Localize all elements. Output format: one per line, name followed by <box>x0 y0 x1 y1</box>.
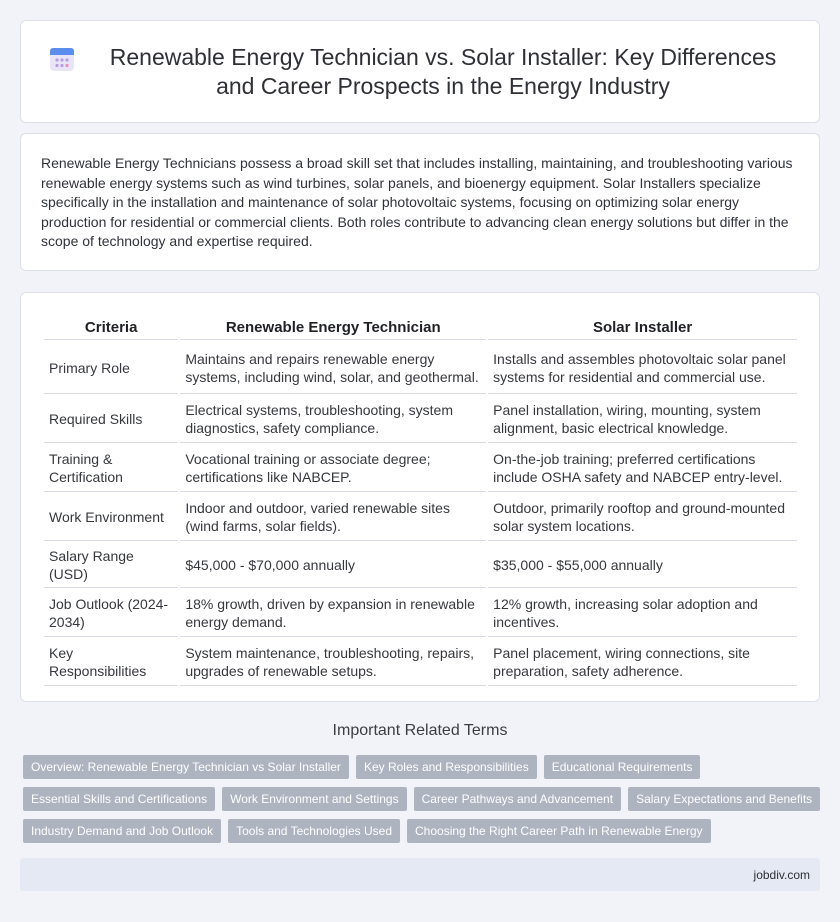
table-cell-installer: Installs and assembles photovoltaic solar panel systems for residential and commercial use. <box>488 342 797 394</box>
related-terms-heading: Important Related Terms <box>332 722 508 739</box>
table-cell-installer: Panel placement, wiring connections, site preparation, safety adherence. <box>488 639 797 686</box>
intro-paragraph: Renewable Energy Technicians possess a broad skill set that includes installing, maintaining, and troubleshooting various renewable energy systems such as wind turbines, solar panels, and bioenergy equipment. Solar Installers specialize specifically in the installation and maintenance of solar photovoltaic systems, focusing on optimizing solar energy production for residential or commercial clients. Both roles contribute to advancing clean energy solutions but differ in the scope of technology and expertise required. <box>41 155 793 250</box>
table-cell-technician: $45,000 - $70,000 annually <box>180 543 486 588</box>
table-cell-technician: Electrical systems, troubleshooting, system diagnostics, safety compliance. <box>180 396 486 443</box>
tag-choosing-career-path[interactable]: Choosing the Right Career Path in Renewable Energy <box>407 819 711 843</box>
table-cell-technician: Maintains and repairs renewable energy systems, including wind, solar, and geothermal. <box>180 342 486 394</box>
comparison-table-card <box>20 292 820 702</box>
table-cell-criteria: Key Responsibilities <box>44 639 178 686</box>
tag-essential-skills[interactable]: Essential Skills and Certifications <box>23 787 215 811</box>
tag-career-pathways[interactable]: Career Pathways and Advancement <box>414 787 621 811</box>
header-card <box>20 20 820 123</box>
tag-tools-technologies[interactable]: Tools and Technologies Used <box>228 819 400 843</box>
table-cell-criteria: Training & Certification <box>44 445 178 492</box>
tag-educational-requirements[interactable]: Educational Requirements <box>544 755 701 779</box>
tag-industry-demand[interactable]: Industry Demand and Job Outlook <box>23 819 221 843</box>
column-header-technician: Renewable Energy Technician <box>180 315 486 340</box>
tag-overview[interactable]: Overview: Renewable Energy Technician vs Solar Installer <box>23 755 349 779</box>
tag-row <box>23 819 823 843</box>
table-cell-technician: System maintenance, troubleshooting, repairs, upgrades of renewable setups. <box>180 639 486 686</box>
footer-site-link[interactable]: jobdiv.com <box>753 868 810 882</box>
table-cell-technician: Indoor and outdoor, varied renewable sites (wind farms, solar fields). <box>180 494 486 541</box>
table-cell-criteria: Salary Range (USD) <box>44 543 178 588</box>
table-row <box>44 639 797 686</box>
intro-card <box>20 133 820 271</box>
table-cell-technician: Vocational training or associate degree; certifications like NABCEP. <box>180 445 486 492</box>
table-cell-installer: 12% growth, increasing solar adoption and incentives. <box>488 590 797 637</box>
table-cell-criteria: Work Environment <box>44 494 178 541</box>
table-cell-technician: 18% growth, driven by expansion in renewable energy demand. <box>180 590 486 637</box>
table-row <box>44 396 797 443</box>
table-row <box>44 342 797 394</box>
tag-row <box>23 755 823 779</box>
tag-key-roles[interactable]: Key Roles and Responsibilities <box>356 755 537 779</box>
comparison-table <box>42 313 799 688</box>
column-header-installer: Solar Installer <box>488 315 797 340</box>
table-cell-installer: Panel installation, wiring, mounting, system alignment, basic electrical knowledge. <box>488 396 797 443</box>
table-header-row <box>44 315 797 340</box>
table-row <box>44 445 797 492</box>
table-cell-criteria: Primary Role <box>44 342 178 394</box>
tag-work-environment[interactable]: Work Environment and Settings <box>222 787 407 811</box>
column-header-criteria: Criteria <box>44 315 178 340</box>
table-row <box>44 543 797 588</box>
table-cell-criteria: Job Outlook (2024-2034) <box>44 590 178 637</box>
tag-row <box>23 787 823 811</box>
tag-salary-expectations[interactable]: Salary Expectations and Benefits <box>628 787 820 811</box>
related-terms-tags <box>23 755 823 851</box>
table-cell-installer: On-the-job training; preferred certifications include OSHA safety and NABCEP entry-level. <box>488 445 797 492</box>
table-row <box>44 590 797 637</box>
table-row <box>44 494 797 541</box>
calendar-grid-icon <box>47 44 77 74</box>
footer <box>20 858 820 891</box>
table-cell-installer: $35,000 - $55,000 annually <box>488 543 797 588</box>
table-cell-criteria: Required Skills <box>44 396 178 443</box>
table-cell-installer: Outdoor, primarily rooftop and ground-mounted solar system locations. <box>488 494 797 541</box>
page-title: Renewable Energy Technician vs. Solar Installer: Key Differences and Career Prospects in the Energy Industry <box>109 43 777 99</box>
